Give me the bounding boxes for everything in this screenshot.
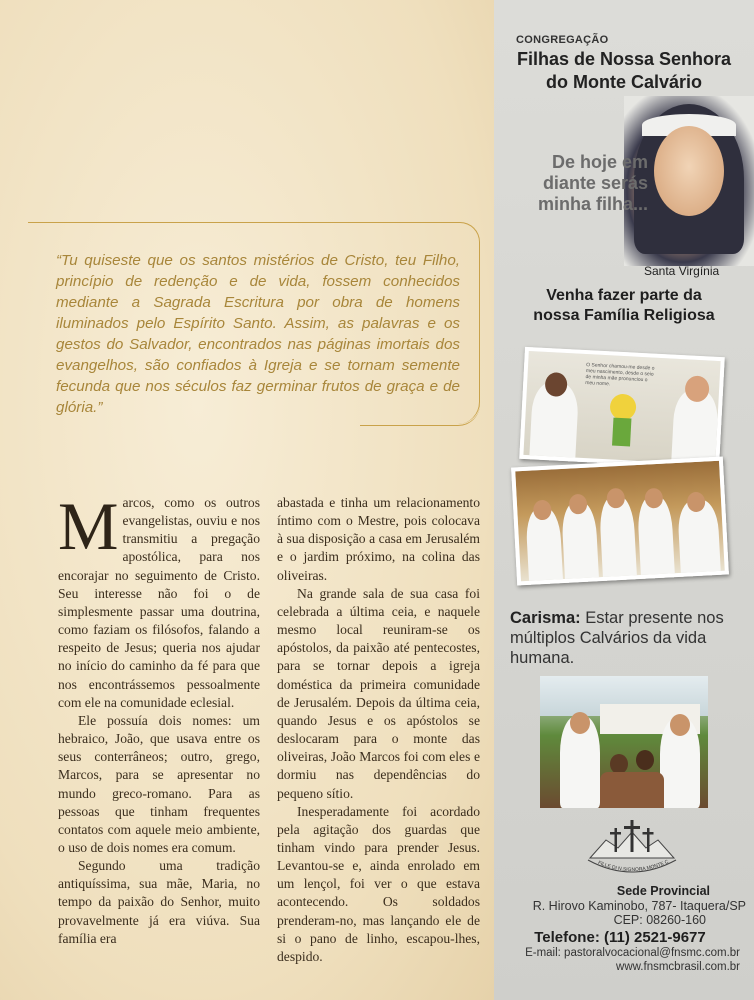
article-column-1 [58,488,260,948]
contact-info [494,946,740,974]
paragraph: Segundo uma tradição antiquíssima, sua mãe, Maria, no tempo da paixão do Senhor, muito provavelmente já era viúva. Sua família era [58,858,260,946]
paragraph: abastada e tinha um relacionamento íntimo com o Mestre, pois colocava à sua disposição a casa em Jerusalém e o jardim próximo, na colina das oliveiras. [277,495,480,583]
provincial-address: Sede Provincial R. Hirovo Kaminobo, 787- Itaquera/SP CEP: 08260-160 [532,884,746,927]
charism-statement: Carisma: Estar presente nos múltiplos Calvários da vida humana. [510,609,724,667]
drop-cap: M [58,488,119,564]
photo-sisters-children [540,676,708,808]
paragraph: Marcos, como os outros evangelistas, ouviu e nos transmitiu a pregação apostólica, para nos encorajar no seguimento de Cristo. Seu interesse não foi o de simplesmente passar uma doutrina, como faziam os filósofos, falando a respeito de Jesus; queria nos ajudar no início do caminho da fé para que nos encontrássemos pessoalmente com ele na comunidade eclesial. [58,488,260,710]
photo-sisters-chapel [511,457,729,586]
photo-sign-text: O Senhor chamou-me desde o meu nascimento, desde o seio de minha mãe pronunciou o meu nome. [585,362,655,388]
vocation-sidebar [494,0,754,1000]
congregation-title: Filhas de Nossa Senhora do Monte Calvário [516,49,732,92]
congregation-label: CONGREGAÇÃO [516,34,609,46]
paragraph: Ele possuía dois nomes: um hebraico, João, que usava entre os seus conterrâneos; outro, grego, Marcos, para se apresentar no mundo greco-romano. Para as pessoas que tinham frequentes contatos com aquele meio ambiente, o uso de dois nomes era comum. [58,712,260,855]
photo-sisters-sign [519,347,725,469]
congregation-emblem-icon [584,818,680,878]
portrait-caption: Santa Virgínia [644,264,720,278]
website-link[interactable]: www.fnsmcbrasil.com.br [616,961,740,973]
svg-text:FILLE DI N.SIGNORA MONTE CALVA: FILLE DI N.SIGNORA MONTE C [596,858,670,874]
invitation-heading: Venha fazer parte da nossa Família Religiosa [533,287,715,324]
phone-number: Telefone: (11) 2521-9677 [534,929,706,946]
article-column-2 [277,494,480,966]
scripture-quote: “Tu quiseste que os santos mistérios de Cristo, teu Filho, princípio de redenção e de vida, fossem conhecidos mediante a Sagrada Escritura por obra de homens iluminados pelo Espírito Santo. Assim, as palavras e os gestos do Salvador, encontrados nas páginas imortais dos evangelhos, são confiados à Igreja e se tornam semente fecunda que nos séculos faz germinar frutos de graça e de glória.” [56,252,460,416]
tagline: De hoje em diante serás minha filha... [537,152,648,214]
paragraph: Inesperadamente foi acordado pela agitação dos guardas que tinham vindo para prender Jesus. Levantou-se e, ainda enrolado em um lençol, foi ver o que estava acontecendo. Os soldados prenderam-no, mas lançando ele de si o pano de linho, escapou-lhes, despido. [277,803,480,964]
paragraph: Na grande sala de sua casa foi celebrada a última ceia, e naquele mesmo local reuniram-se os apóstolos, da paixão até pentecostes, para se tornar depois a igreja doméstica da primeira comunidade de Jerusalém. Depois da última ceia, quando Jesus e os apóstolos se deslocaram para o monte das oliveiras, João Marcos foi com eles e dormiu nas dependências do pequeno sítio. [277,585,480,801]
email-link[interactable]: E-mail: pastoralvocacional@fnsmc.com.br [525,947,740,959]
